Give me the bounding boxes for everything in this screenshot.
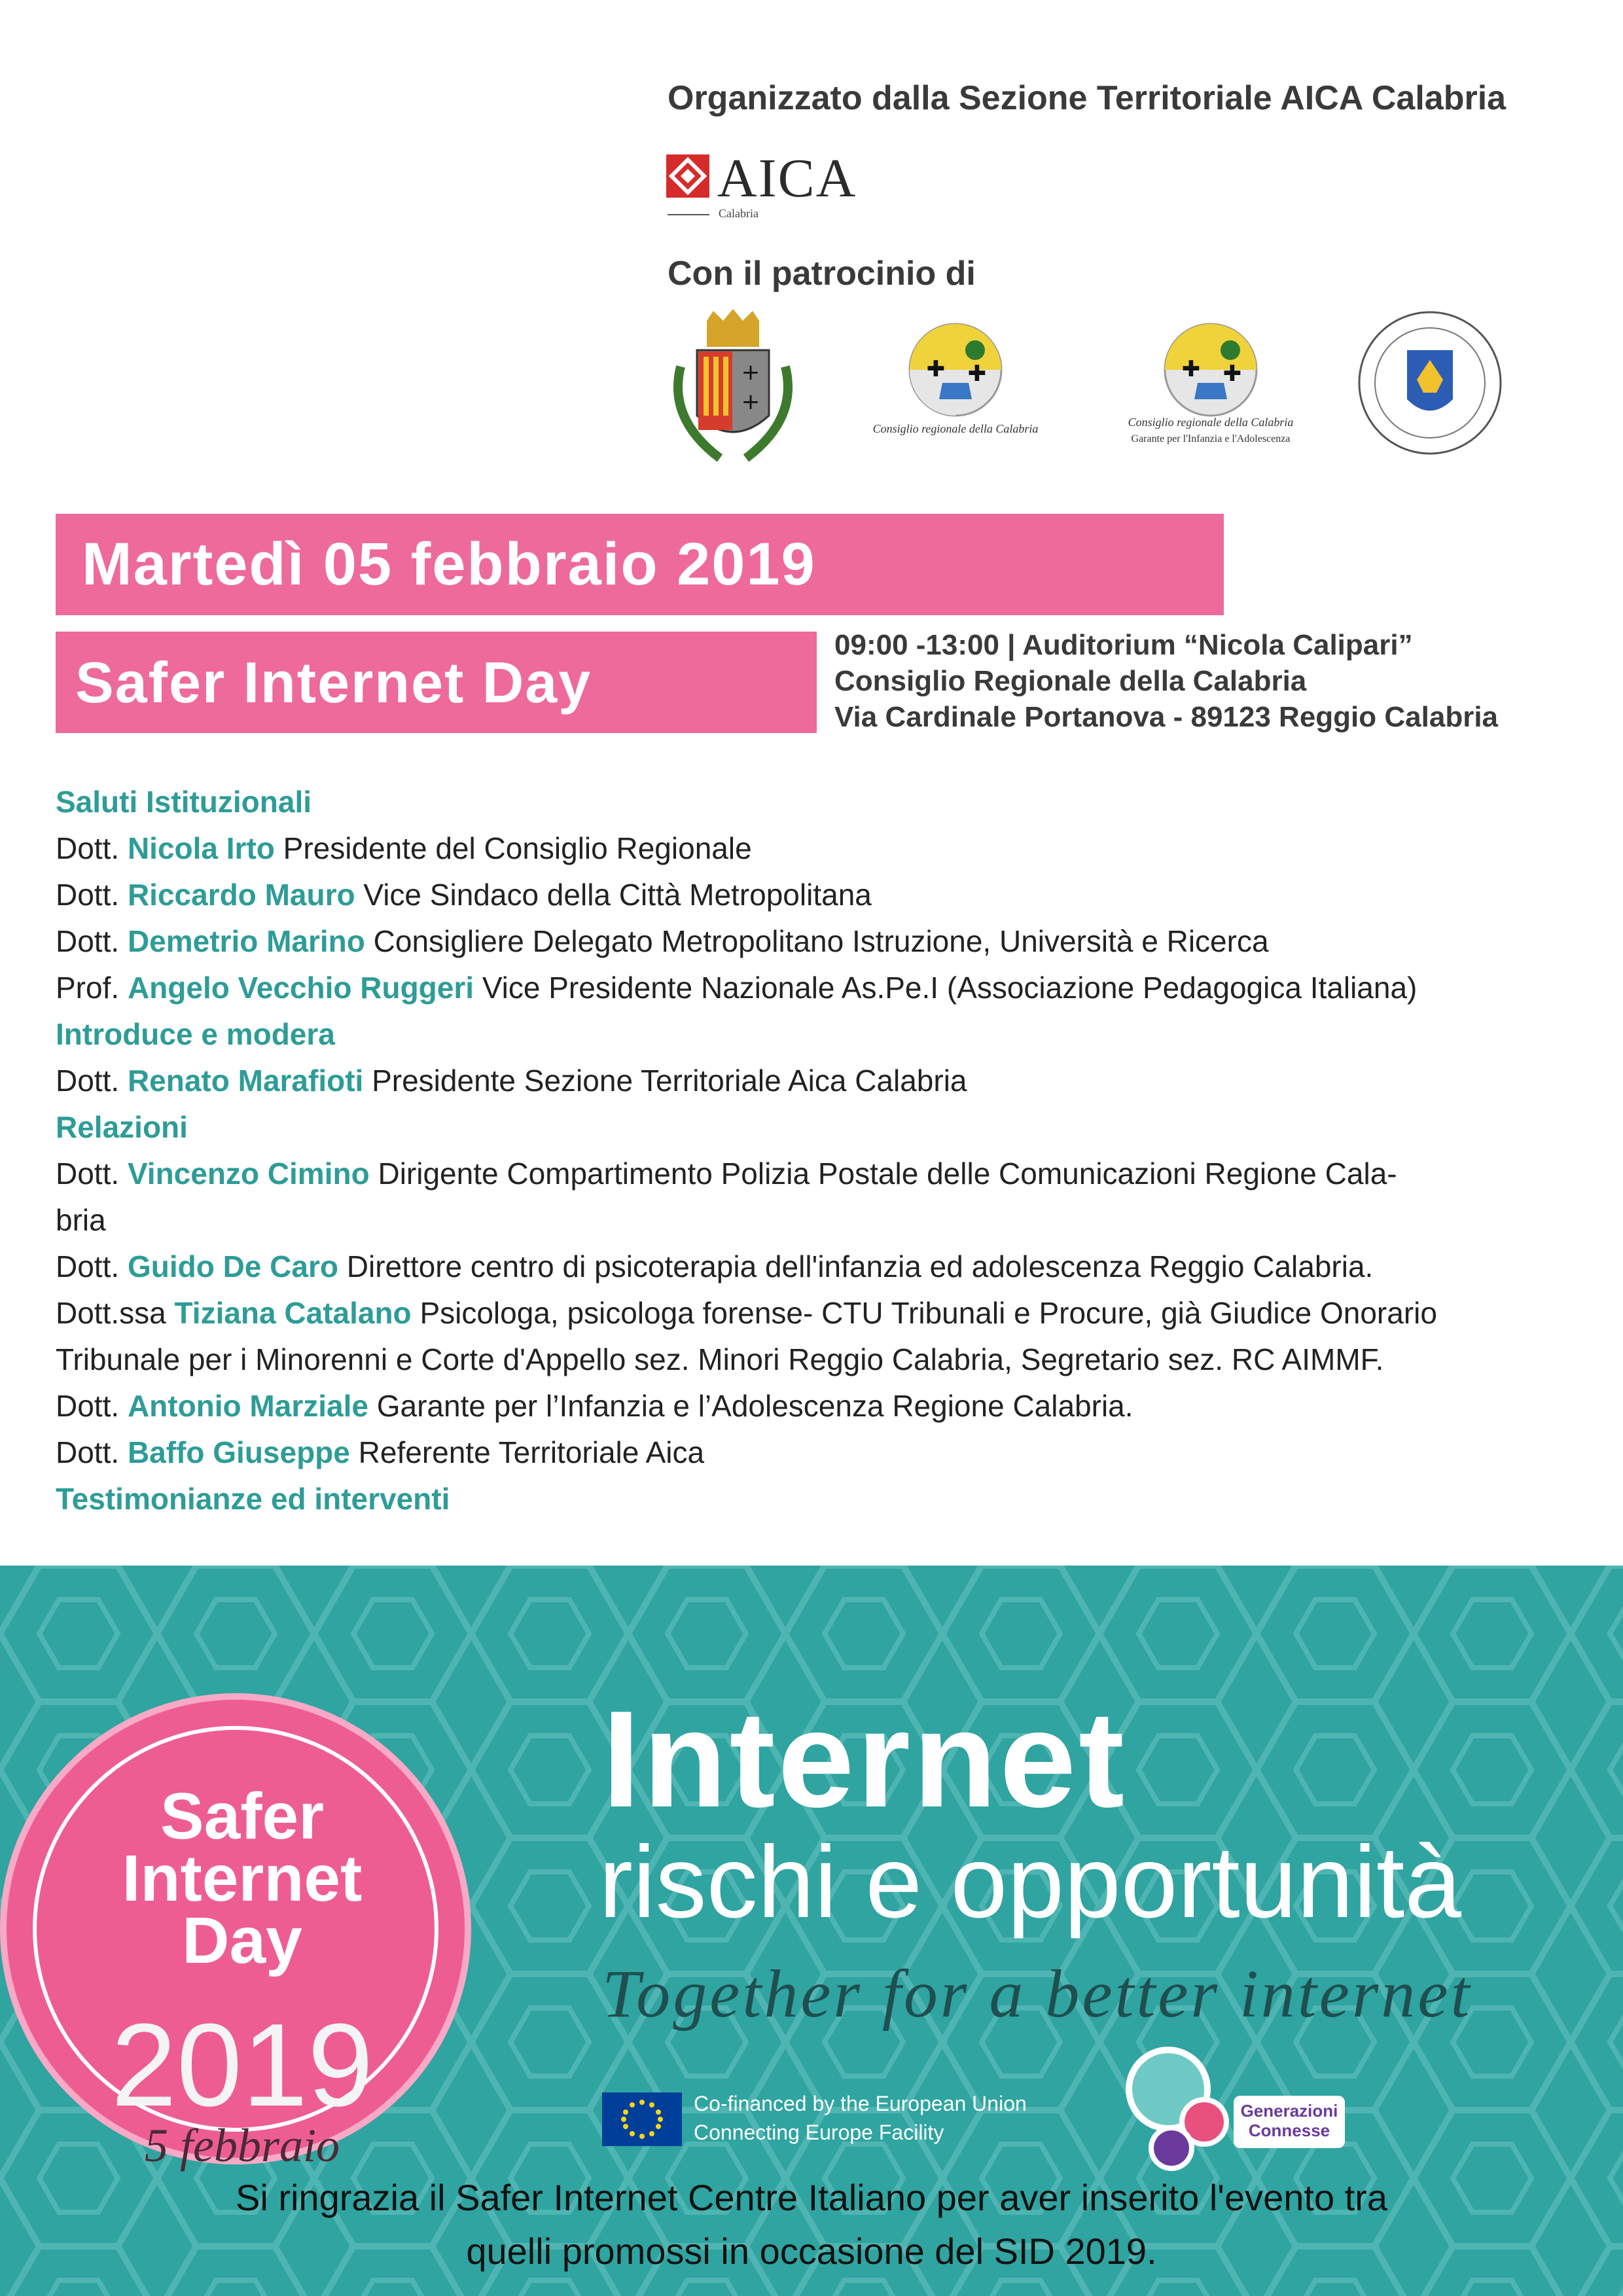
thanks-note — [0, 2171, 1623, 2278]
organizer-line: Organizzato dalla Sezione Territoriale AICA Calabria — [668, 79, 1507, 117]
speaker-name: Guido De Caro — [127, 1249, 338, 1283]
event-venue-name: Consiglio Regionale della Calabria — [834, 665, 1307, 697]
event-title: Safer Internet Day — [56, 632, 817, 733]
sponsor-consiglio-regionale — [844, 308, 1067, 471]
speaker-row: Dott. Demetrio Marino Consigliere Delegato Metropolitano Istruzione, Università e Ricerca — [56, 924, 1269, 958]
aica-logo — [666, 148, 863, 224]
svg-text:✚: ✚ — [926, 356, 946, 382]
speaker-name: Antonio Marziale — [127, 1389, 368, 1423]
reggio-calabria-coat-of-arms-icon — [661, 308, 805, 465]
speaker-row: Dott. Nicola Irto Presidente del Consiglio Regionale — [56, 831, 752, 865]
program — [56, 779, 1580, 1522]
event-address: Via Cardinale Portanova - 89123 Reggio Calabria — [834, 701, 1499, 733]
patronage-label: Con il patrocinio di — [668, 255, 976, 293]
event-time-place: 09:00 -13:00 | Auditorium “Nicola Calipari” — [834, 629, 1413, 661]
section-heading: Testimonianze ed interventi — [56, 1482, 450, 1516]
speaker-name: Tiziana Catalano — [174, 1296, 412, 1330]
sponsor-reggio-calabria — [661, 308, 805, 471]
speaker-row: Dott. Vincenzo Cimino Dirigente Compartimento Polizia Postale delle Comunicazioni Regione Cala- — [56, 1157, 1397, 1191]
sid-logo-line1: Safer — [160, 1780, 325, 1853]
eu-cofinanced — [694, 2089, 1027, 2147]
gen-line2: Connesse — [1248, 2121, 1330, 2140]
eu-line1: Co-financed by the European Union — [694, 2092, 1027, 2115]
aica-logo-sub: Calabria — [719, 207, 758, 220]
event-date: Martedì 05 febbraio 2019 — [56, 514, 1224, 615]
section-heading: Relazioni — [56, 1110, 188, 1144]
banner-headline: Internet — [602, 1682, 1128, 1836]
sid-logo-line2: Internet — [122, 1842, 363, 1915]
eu-line2: Connecting Europe Facility — [694, 2121, 944, 2144]
speaker-name: Angelo Vecchio Ruggeri — [127, 971, 474, 1005]
section-heading: Introduce e modera — [56, 1017, 335, 1051]
sid-logo-circle — [0, 1693, 471, 2172]
aica-diamond-icon — [666, 154, 709, 198]
sponsor-citta-metropolitana — [1355, 308, 1512, 471]
svg-text:✚: ✚ — [1181, 356, 1201, 382]
speaker-row: Dott. Baffo Giuseppe Referente Territoriale Aica — [56, 1435, 705, 1469]
banner-slogan: Together for a better internet — [602, 1956, 1472, 2032]
speaker-name: Renato Marafioti — [127, 1064, 364, 1098]
sid-logo-year: 2019 — [111, 2000, 374, 2131]
speaker-row: Dott. Riccardo Mauro Vice Sindaco della Città Metropolitana — [56, 878, 872, 912]
section-heading: Saluti Istituzionali — [56, 785, 312, 819]
sponsor-caption-2: Garante per l'Infanzia e l'Adolescenza — [1131, 433, 1291, 444]
sponsor-caption: Consiglio regionale della Calabria — [1128, 416, 1294, 429]
gen-line1: Generazioni — [1240, 2101, 1338, 2121]
svg-text:+: + — [741, 389, 760, 415]
speaker-name: Riccardo Mauro — [127, 878, 355, 912]
generazioni-connesse-logo — [1122, 2043, 1351, 2174]
thanks-line2: quelli promossi in occasione del SID 2019. — [466, 2231, 1157, 2272]
speaker-name: Baffo Giuseppe — [127, 1435, 350, 1469]
sid-logo-date: 5 febbraio — [145, 2119, 340, 2172]
speaker-name: Vincenzo Cimino — [127, 1157, 370, 1191]
speaker-row: Dott. Renato Marafioti Presidente Sezione Territoriale Aica Calabria — [56, 1064, 967, 1098]
sid-banner — [0, 1566, 1623, 2296]
sid-logo-line3: Day — [182, 1904, 302, 1977]
consiglio-regionale-emblem-icon — [906, 321, 1005, 419]
speaker-name: Demetrio Marino — [127, 924, 365, 958]
speaker-name: Nicola Irto — [127, 831, 275, 865]
svg-text:✚: ✚ — [1222, 361, 1242, 387]
svg-text:+: + — [741, 359, 760, 386]
citta-metropolitana-seal-icon — [1355, 308, 1505, 458]
event-venue — [834, 627, 1498, 735]
sponsor-caption: Consiglio regionale della Calabria — [872, 422, 1039, 435]
speaker-row: Prof. Angelo Vecchio Ruggeri Vice Presidente Nazionale As.Pe.I (Associazione Pedagogica Italiana) — [56, 971, 1418, 1005]
speaker-row: Dott. Antonio Marziale Garante per l’Infanzia e l’Adolescenza Regione Calabria. — [56, 1389, 1133, 1423]
aica-logo-text: AICA — [717, 148, 857, 209]
speaker-row-cont: Tribunale per i Minorenni e Corte d'Appello sez. Minori Reggio Calabria, Segretario sez. RC AIMMF. — [56, 1342, 1384, 1376]
consiglio-regionale-emblem-icon — [1162, 321, 1260, 419]
thanks-line1: Si ringrazia il Safer Internet Centre Italiano per aver inserito l'evento tra — [235, 2177, 1387, 2218]
speaker-row: Dott. Guido De Caro Direttore centro di psicoterapia dell'infanzia ed adolescenza Reggio Calabria. — [56, 1249, 1374, 1283]
sponsor-garante-infanzia — [1099, 308, 1322, 471]
speaker-row-cont: bria — [56, 1203, 106, 1237]
speaker-row: Dott.ssa Tiziana Catalano Psicologa, psicologa forense- CTU Tribunali e Procure, già Giudice Onorario — [56, 1296, 1437, 1330]
eu-flag-icon — [602, 2092, 682, 2146]
banner-subheadline: rischi e opportunità — [599, 1825, 1462, 1939]
svg-text:✚: ✚ — [967, 361, 987, 387]
